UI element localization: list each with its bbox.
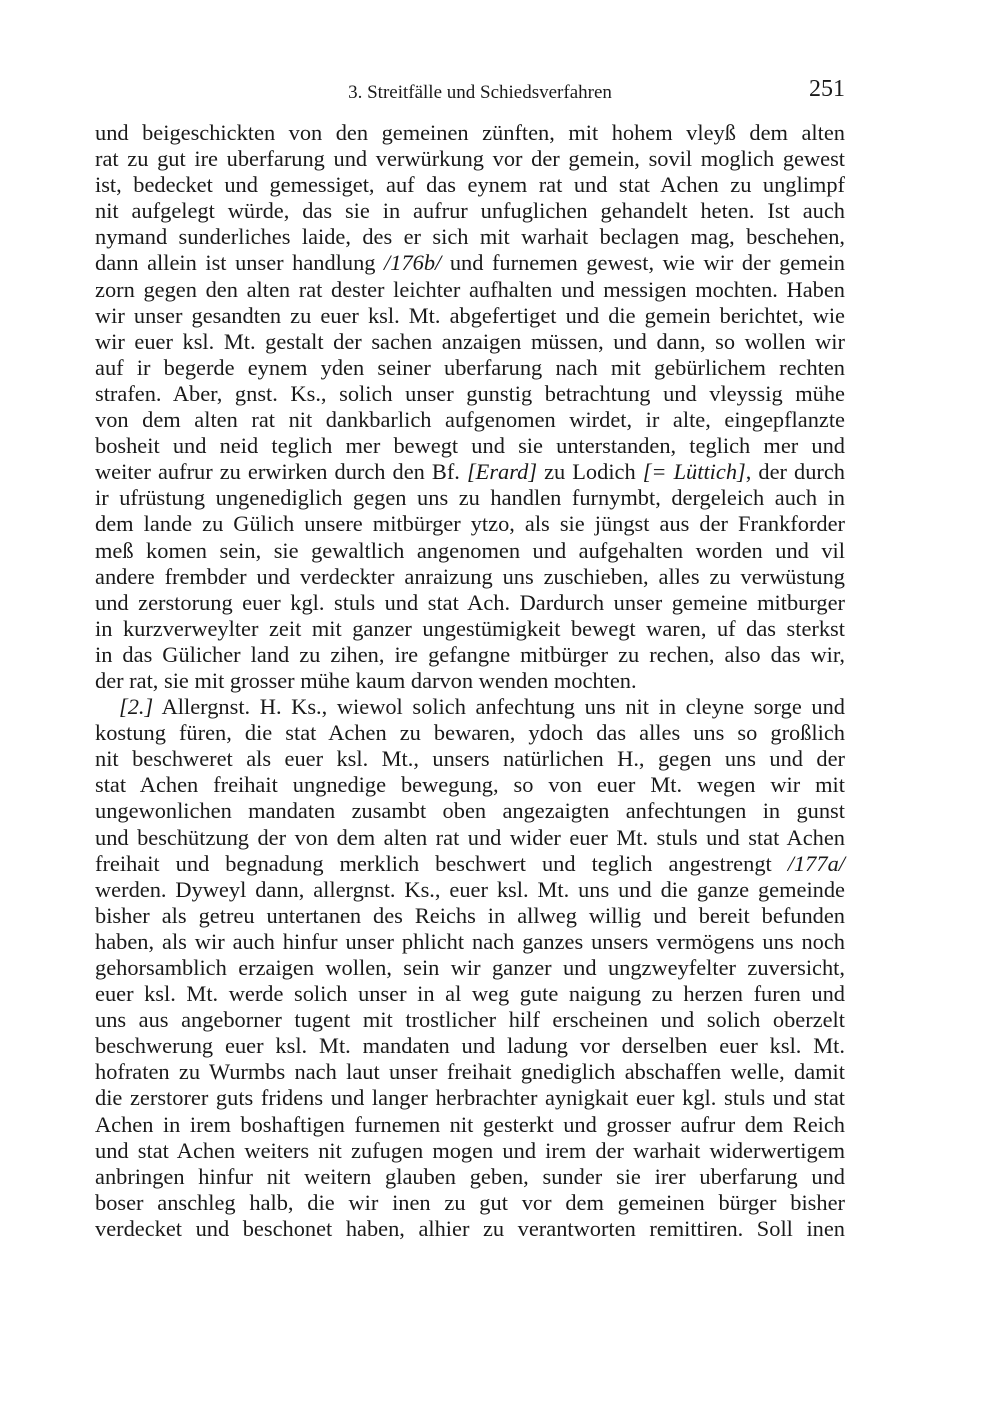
- text-line: nit beschweret als euer ksl. Mt., unsers natürlichen H., gegen uns und der: [95, 746, 845, 772]
- text-segment: freihait und begnadung merklich beschwert und teglich angestrengt: [95, 850, 788, 876]
- text-line: ist, bedecket und gemessiget, auf das eynem rat und stat Achen zu unglimpf: [95, 172, 845, 198]
- text-line: der rat, sie mit grosser mühe kaum darvon wenden mochten.: [95, 667, 637, 693]
- text-line: strafen. Aber, gnst. Ks., solich unser gunstig betrachtung und vleyssig mühe: [95, 380, 845, 406]
- text-line: ir ufrüstung ungenediglich gegen uns zu handlen furnymbt, dergeleich auch in: [95, 485, 845, 511]
- text-line: in kurzverweylter zeit mit ganzer ungestümigkeit bewegt waren, uf das sterkst: [95, 615, 845, 641]
- text-line: rat zu gut ire uberfarung und verwürkung vor der gemein, sovil moglich gewest: [95, 146, 845, 172]
- text-segment: zu Lodich: [537, 459, 643, 485]
- text-line: verdecket und beschonet haben, alhier zu verantworten remittiren. Soll inen: [95, 1215, 845, 1241]
- text-line: bisher als getreu untertanen des Reichs in allweg willig und bereit befunden: [95, 902, 845, 928]
- text-segment: weiter aufrur zu erwirken durch den Bf.: [95, 459, 467, 485]
- text-segment: und furnemen gewest, wie wir der gemein: [441, 250, 845, 276]
- text-line: ungewonlichen mandaten zusambt oben angezaigten anfechtungen in gunst: [95, 798, 845, 824]
- text-line: boser anschleg halb, die wir inen zu gut vor dem gemeinen bürger bisher: [95, 1189, 845, 1215]
- section-marker: [2.]: [119, 694, 154, 720]
- text-line: andere frembder und verdeckter anraizung uns zuschieben, alles zu verwüstung: [95, 563, 845, 589]
- text-line: und stat Achen weiters nit zufugen mogen und irem der warhait widerwertigem: [95, 1137, 845, 1163]
- text-line: [95, 459, 845, 485]
- text-line: euer ksl. Mt. werde solich unser in al weg gute naigung zu herzen furen und: [95, 981, 845, 1007]
- text-line: uns aus angeborner tugent mit trostlicher hilf erscheinen und solich oberzelt: [95, 1007, 845, 1033]
- text-line: von dem alten rat nit dankbarlich aufgenomen wirdet, ir alte, eingepflanzte: [95, 407, 845, 433]
- text-line: kostung füren, die stat Achen zu bewaren, ydoch das alles uns so großlich: [95, 720, 845, 746]
- text-line: in das Gülicher land zu zihen, ire gefangne mitbürger zu rechen, also das wir,: [95, 641, 845, 667]
- editorial-insertion: [= Lüttich]: [642, 459, 746, 485]
- text-line: Achen in irem boshaftigen furnemen nit gesterkt und grosser aufrur dem Reich: [95, 1111, 845, 1137]
- text-line: werden. Dyweyl dann, allergnst. Ks., euer ksl. Mt. uns und die ganze gemeinde: [95, 876, 845, 902]
- text-line: [95, 250, 845, 276]
- text-line: anbringen hinfur nit weitern glauben geben, sunder sie irer uberfarung und: [95, 1163, 845, 1189]
- editorial-insertion: [Erard]: [466, 459, 538, 485]
- text-line: und zerstorung euer kgl. stuls und stat Ach. Dardurch unser gemeine mitburger: [95, 589, 845, 615]
- text-line: bosheit und neid teglich mer bewegt und sie unterstanden, teglich mer und: [95, 433, 845, 459]
- page-number: 251: [809, 76, 845, 102]
- folio-marker: /176b/: [384, 250, 442, 276]
- text-line: nymand sunderliches laide, des er sich mit warhait beclagen mag, beschehen,: [95, 224, 845, 250]
- text-line: wir euer ksl. Mt. gestalt der sachen anzaigen müssen, und dann, so wollen wir: [95, 328, 845, 354]
- text-line: meß komen sein, sie gewaltlich angenomen und aufgehalten worden und vil: [95, 537, 845, 563]
- text-line: haben, als wir auch hinfur unser phlicht nach ganzes unsers vermögens uns noch: [95, 928, 845, 954]
- text-segment: , der durch: [745, 459, 845, 485]
- text-line: stat Achen freihait ungnedige bewegung, so von euer Mt. wegen wir mit: [95, 772, 845, 798]
- text-line: wir unser gesandten zu euer ksl. Mt. abgefertiget und die gemein berichtet, wie: [95, 302, 845, 328]
- text-line: auf ir begerde eynem yden seiner uberfarung nach mit gebürlichem rechten: [95, 354, 845, 380]
- text-line: beschwerung euer ksl. Mt. mandaten und ladung vor derselben euer ksl. Mt.: [95, 1033, 845, 1059]
- text-line: hofraten zu Wurmbs nach laut unser freihait gnediglich abschaffen welle, damit: [95, 1059, 845, 1085]
- paragraph-1: [95, 120, 845, 694]
- text-line: gehorsamblich erzaigen wollen, sein wir ganzer und ungzweyfelter zuversicht,: [95, 955, 845, 980]
- text-line: und beigeschickten von den gemeinen zünften, mit hohem vleyß dem alten: [95, 120, 845, 145]
- body-text: [95, 120, 845, 1242]
- text-line: nit aufgelegt würde, das sie in aufrur unfuglichen gehandelt heten. Ist auch: [95, 198, 845, 224]
- text-line: [95, 851, 845, 877]
- paragraph-2: [95, 694, 845, 1242]
- folio-marker: /177a/: [787, 850, 845, 876]
- text-segment: dann allein ist unser handlung: [95, 250, 385, 276]
- text-line: zorn gegen den alten rat dester leichter aufhalten und messigen mochten. Haben: [95, 276, 845, 302]
- text-segment: Allergnst. H. Ks., wiewol solich anfechtung uns nit in cleyne sorge und: [153, 694, 845, 720]
- text-line: die zerstorer guts fridens und langer herbrachter aynigkait euer kgl. stuls und stat: [95, 1085, 845, 1111]
- running-head: 3. Streitfälle und Schiedsverfahren: [348, 82, 612, 103]
- text-line: [95, 694, 845, 720]
- text-line: und beschützung der von dem alten rat und wider euer Mt. stuls und stat Achen: [95, 824, 845, 850]
- page-header: [95, 76, 845, 106]
- text-line: dem lande zu Gülich unsere mitbürger ytzo, als sie jüngst aus der Frankforder: [95, 511, 845, 537]
